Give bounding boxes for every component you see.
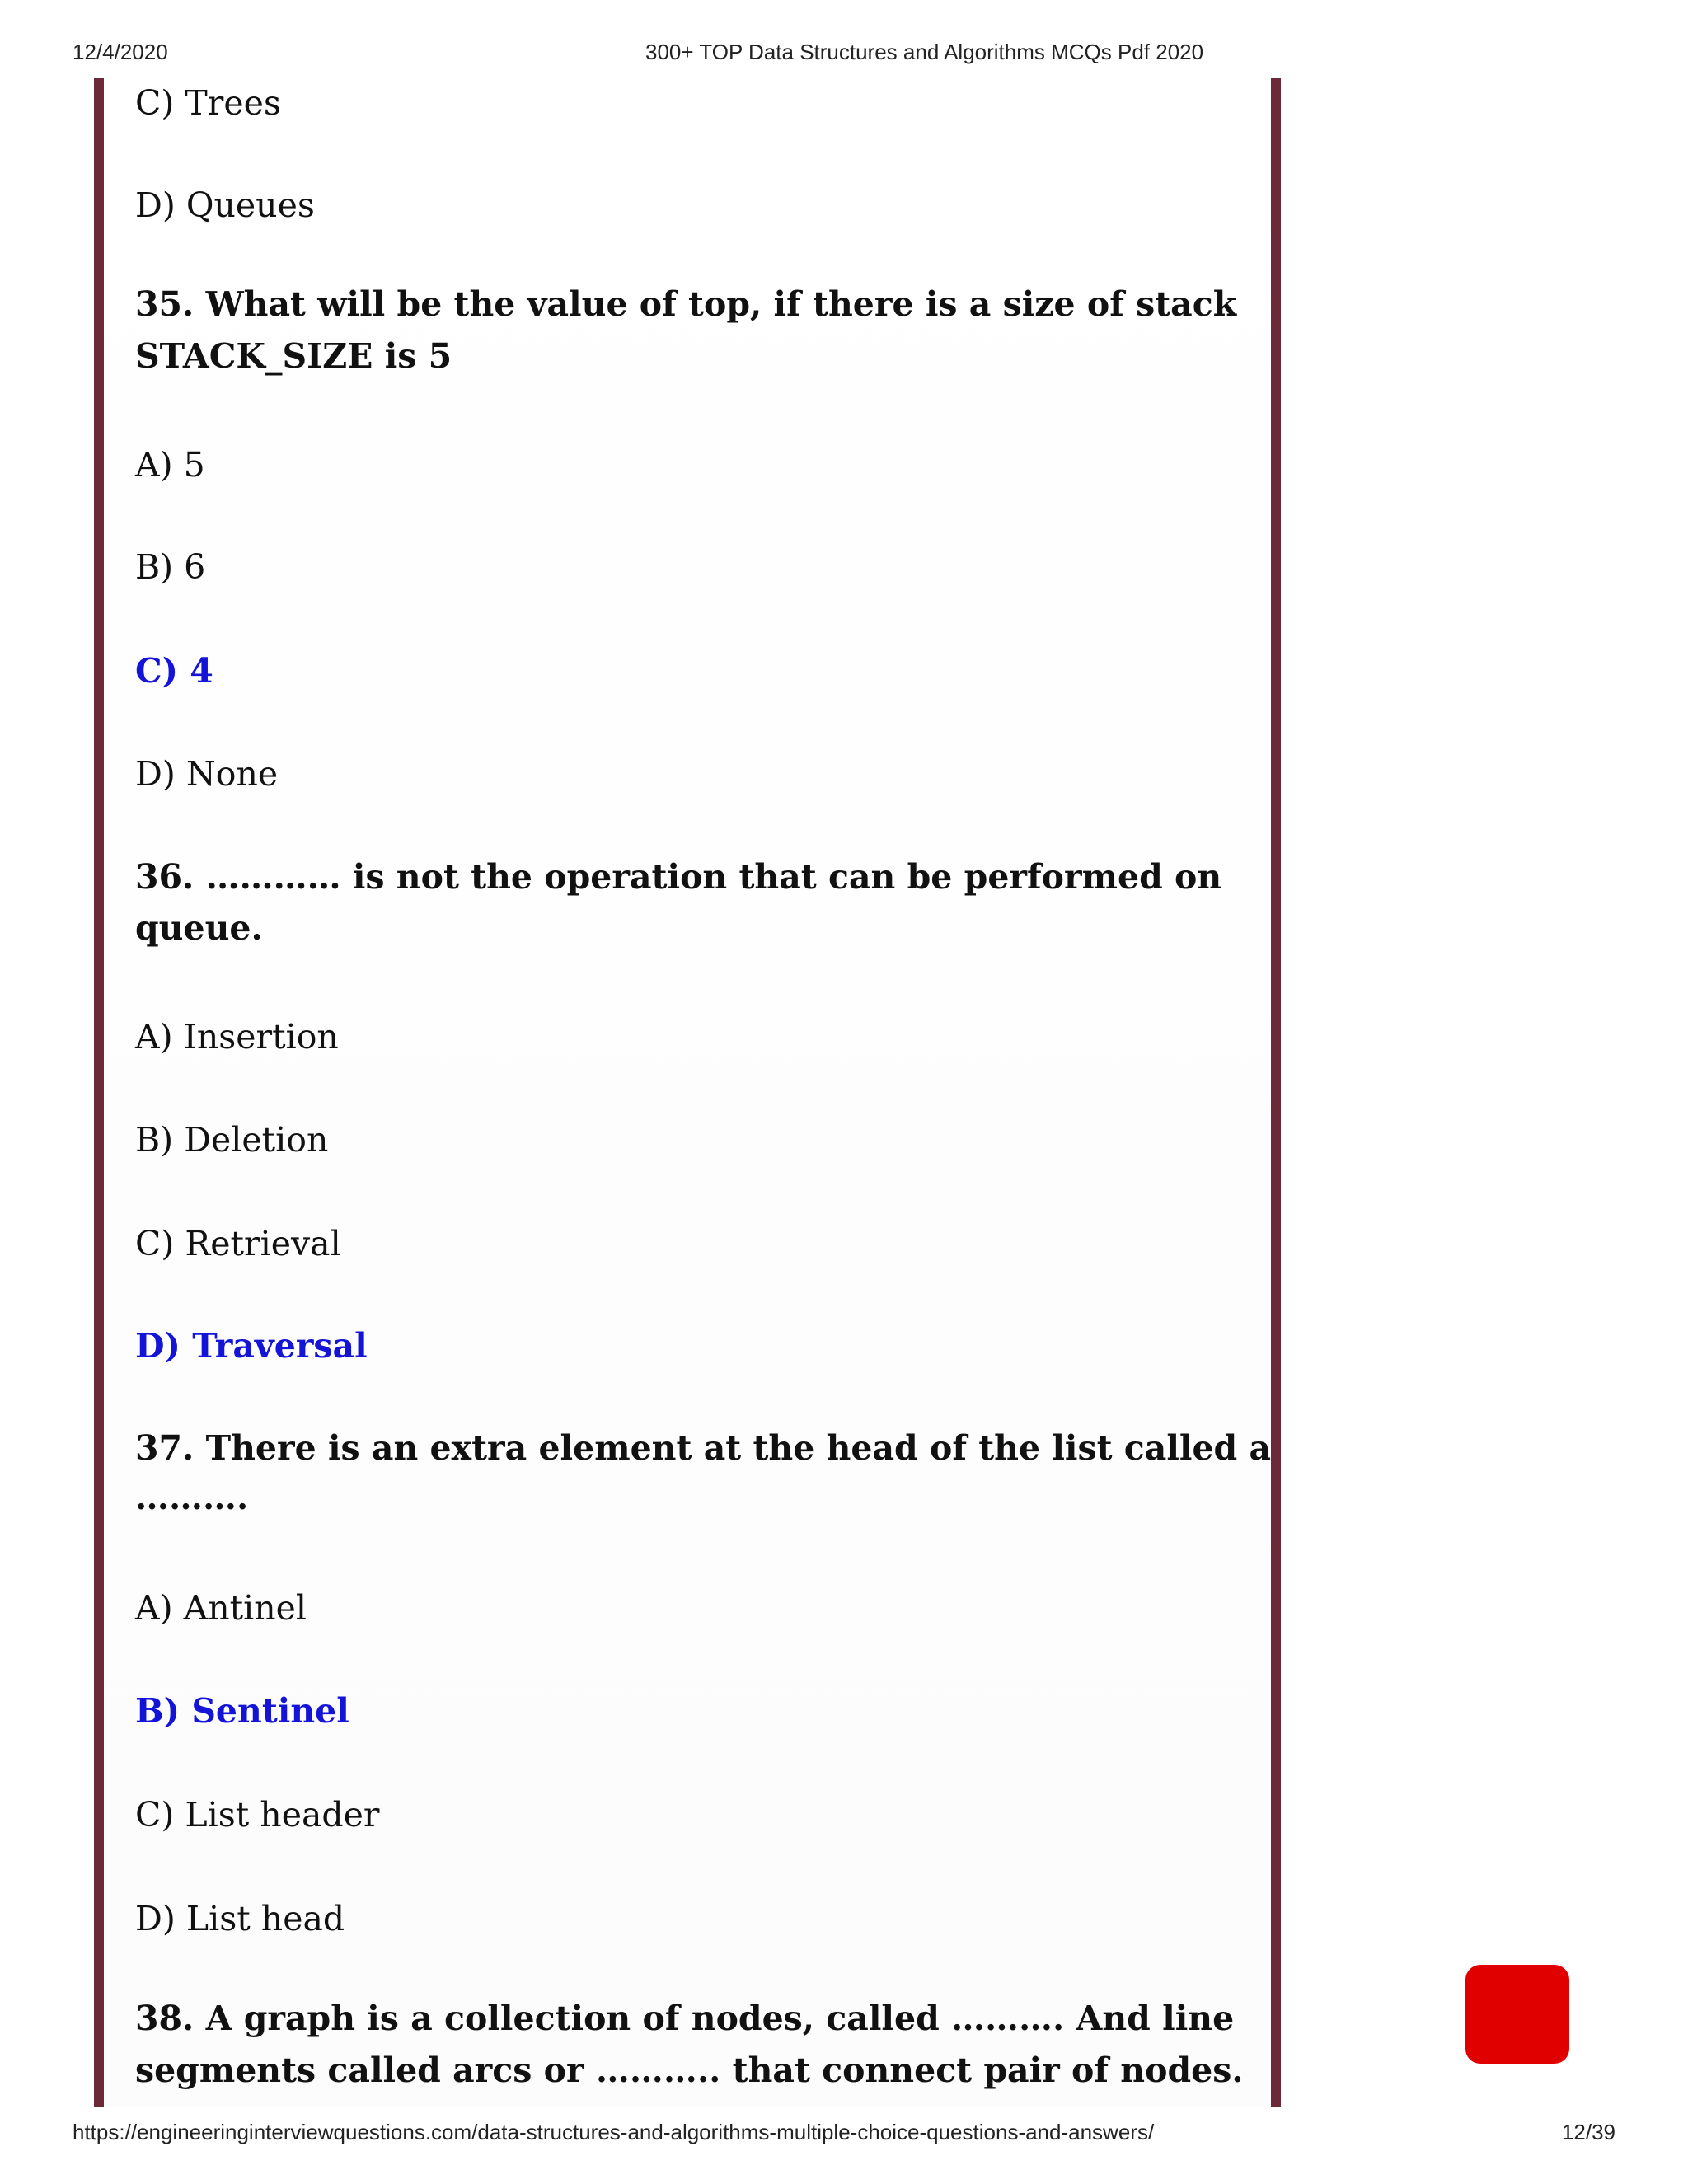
q36-option-b: B) Deletion [135, 1120, 329, 1160]
option-d-queues: D) Queues [135, 185, 315, 225]
option-c-trees: C) Trees [135, 83, 281, 123]
page-url: https://engineeringinterviewquestions.com/data-structures-and-algorithms-multiple-choice-questions-and-answers/ [73, 2120, 1155, 2144]
q36-option-c: C) Retrieval [135, 1224, 341, 1263]
q37-option-c: C) List header [135, 1795, 380, 1835]
question-38-line1: 38. A graph is a collection of nodes, called ………. And line [135, 1999, 1235, 2038]
question-36-line1: 36. ………… is not the operation that can be performed on [135, 857, 1222, 897]
print-title: 300+ TOP Data Structures and Algorithms MCQs Pdf 2020 [645, 40, 1204, 64]
question-37-line2: ………. [135, 1478, 249, 1517]
print-date: 12/4/2020 [73, 40, 168, 64]
q35-option-b: B) 6 [135, 547, 206, 587]
question-38-line2: segments called arcs or ……….. that connect pair of nodes. [135, 2050, 1244, 2090]
question-35-line2: STACK_SIZE is 5 [135, 336, 452, 376]
print-footer [73, 2120, 1615, 2149]
print-header [73, 40, 1615, 69]
q36-option-d-correct: D) Traversal [135, 1326, 368, 1366]
q37-option-a: A) Antinel [135, 1588, 307, 1628]
question-35-line1: 35. What will be the value of top, if there is a size of stack [135, 284, 1237, 324]
article-content-frame [94, 78, 1281, 2107]
q35-option-c-correct: C) 4 [135, 651, 213, 691]
q37-option-b-correct: B) Sentinel [135, 1691, 349, 1731]
question-37-line1: 37. There is an extra element at the head of the list called a [135, 1428, 1272, 1468]
floating-action-button[interactable] [1465, 1965, 1569, 2064]
question-36-line2: queue. [135, 908, 263, 948]
q37-option-d: D) List head [135, 1899, 345, 1938]
page-number: 12/39 [1561, 2120, 1615, 2144]
q36-option-a: A) Insertion [135, 1017, 339, 1057]
q35-option-a: A) 5 [135, 445, 205, 485]
q35-option-d: D) None [135, 754, 279, 794]
